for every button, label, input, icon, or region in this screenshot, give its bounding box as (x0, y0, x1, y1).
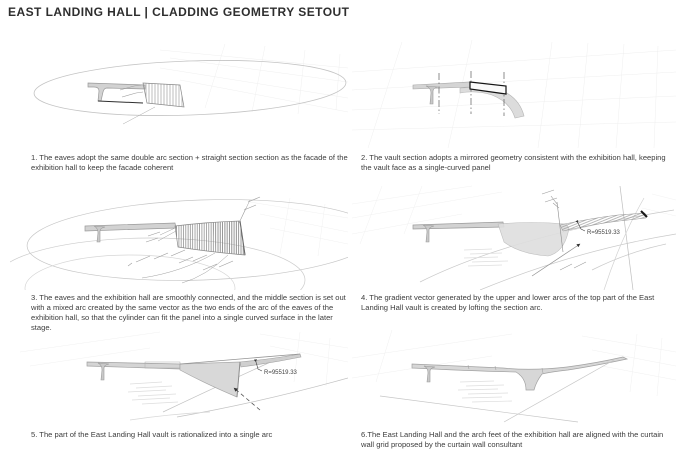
perspective-grid (250, 198, 348, 256)
figure-6-caption: 6.The East Landing Hall and the arch feet of the exhibition hall are aligned with the curtain wall grid proposed by the curtain wall consultant (361, 430, 664, 450)
perspective-grid (352, 40, 676, 148)
figure-3-caption: 3. The eaves and the exhibition hall are smoothly connected, and the middle section is set out with a mixed arc created by the same vector as the two ends of the arc of the eaves of the exhibition hall, so that the cylinder can fit the panel into a single curved surface in the later stage. (31, 293, 346, 333)
section-baseline (98, 101, 143, 103)
vault-canopy (413, 82, 524, 118)
figure-1-caption: 1. The eaves adopt the same double arc section + straight section section as the facade of the exhibition hall to keep the facade coherent (31, 153, 348, 173)
figure-4-drawing (352, 184, 676, 290)
figure-6-svg (352, 322, 676, 424)
figure-6-drawing (352, 322, 676, 424)
figure-3-svg (10, 184, 348, 290)
figure-5-drawing (10, 322, 348, 424)
hatch-rows (458, 381, 512, 402)
middle-section-hatch-dense (212, 221, 245, 255)
page-title: EAST LANDING HALL | CLADDING GEOMETRY SETOUT (8, 5, 350, 19)
perspective-grid (160, 44, 348, 114)
radius-annotation: R=95519.33 (264, 370, 297, 376)
figure-4-caption: 4. The gradient vector generated by the upper and lower arcs of the top part of the East Landing Hall vault is created by lofting the section arc. (361, 293, 655, 313)
dashed-arrow (234, 388, 260, 410)
perspective-grid (20, 332, 348, 386)
figure-2-svg (352, 38, 676, 152)
east-landing-canopy (413, 222, 569, 256)
hatch-rows (464, 249, 508, 266)
radius-annotation: R=95519.33 (587, 230, 620, 236)
figure-1-drawing (10, 38, 348, 152)
figure-4-svg (352, 184, 676, 290)
aligned-canopy (412, 357, 627, 390)
perspective-grid (352, 330, 676, 396)
figure-3-drawing (10, 184, 348, 290)
figure-5-svg (10, 322, 348, 424)
cladding-panel-hatch (143, 83, 184, 107)
plan-outline-ellipse (33, 56, 347, 121)
figure-1-svg (10, 38, 348, 152)
figure-2-drawing (352, 38, 676, 152)
figure-2-caption: 2. The vault section adopts a mirrored geometry consistent with the exhibition hall, keeping the vault face as a single-curved panel (361, 153, 666, 173)
hatch-rows (128, 382, 178, 404)
eaves-canopy (85, 223, 176, 242)
figure-5-caption: 5. The part of the East Landing Hall vault is rationalized into a single arc (31, 430, 273, 439)
lofted-arc-hatch (560, 213, 646, 231)
